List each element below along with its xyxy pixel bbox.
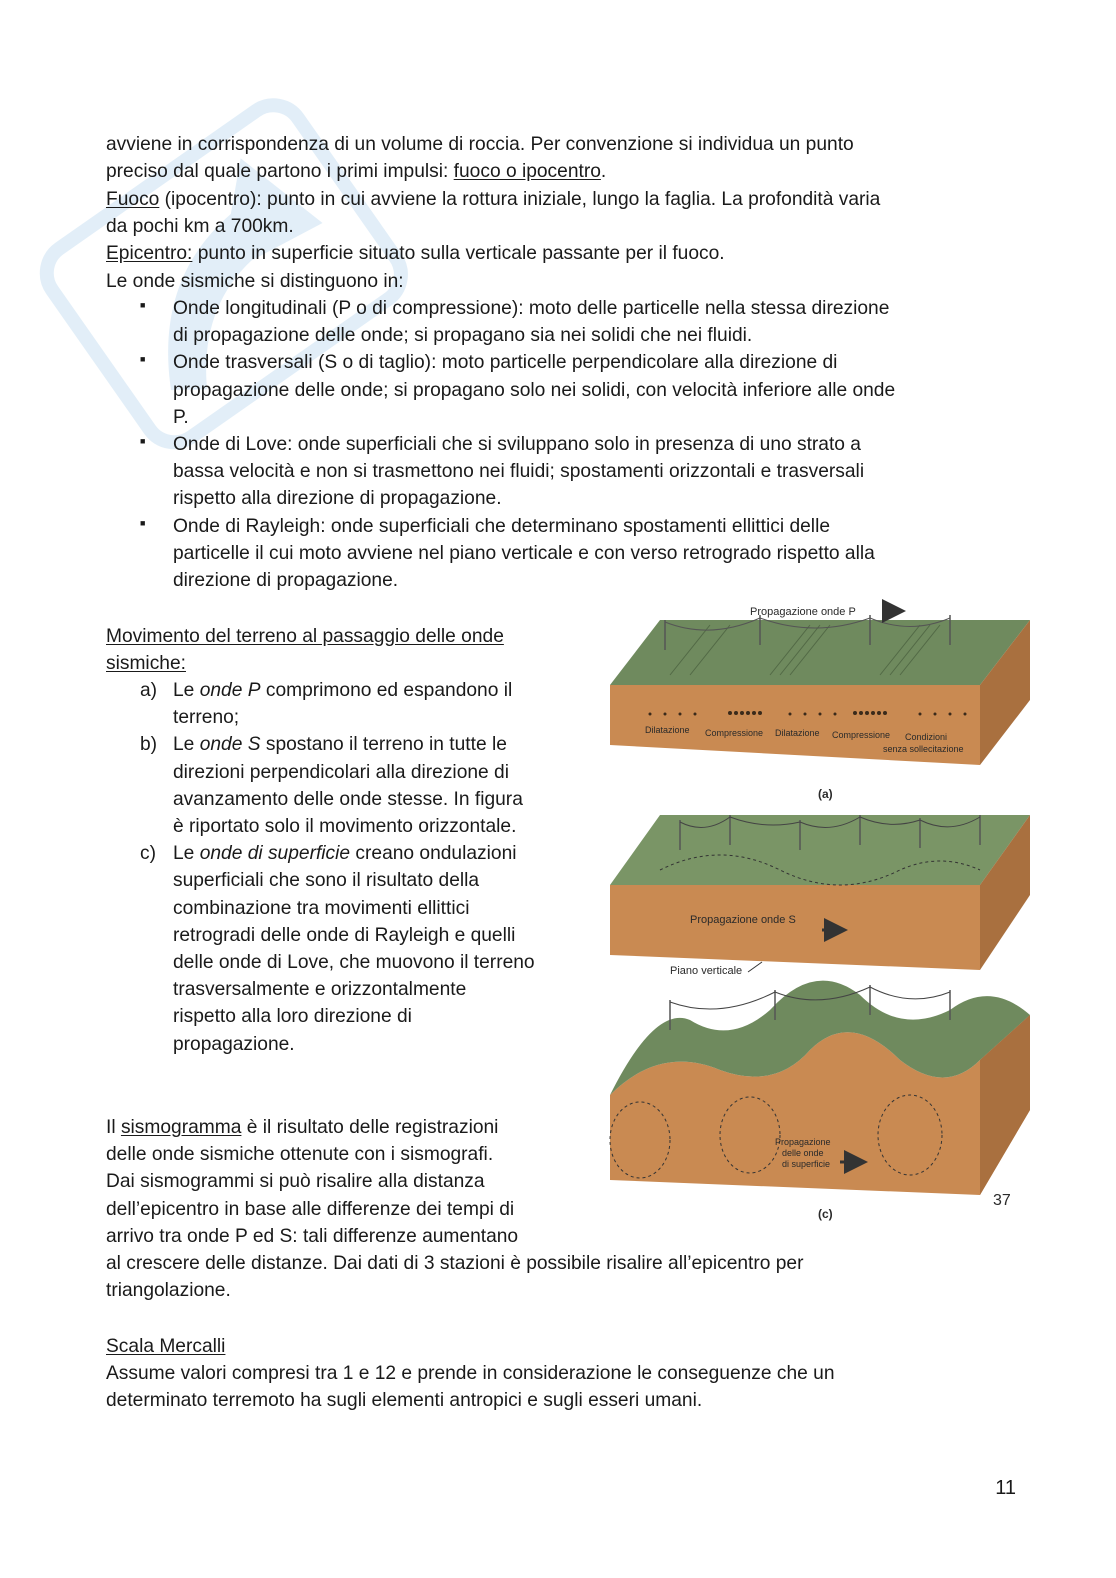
sismogramma-line-4 xyxy=(106,1196,514,1223)
wave-bullet-2-line-2: propagazione delle onde; si propagano solo nei solidi, con velocità inferiore alle onde xyxy=(173,379,896,401)
fuoco-term: Fuoco xyxy=(106,189,160,210)
movement-item-text: è riportato solo il movimento orizzontale. xyxy=(173,816,517,837)
bullet-marker: ■ xyxy=(140,436,146,446)
movement-item-text: delle onde di Love, che muovono il terreno xyxy=(173,952,535,973)
panel-c-arrow-label-2: delle onde xyxy=(782,1148,824,1158)
movement-item-text: direzioni perpendicolari alla direzione di xyxy=(173,761,509,783)
panel-c-arrow-label-1: Propagazione xyxy=(775,1137,831,1147)
movement-item-prefix: Le xyxy=(173,734,200,756)
panel-a-label-6: senza sollecitazione xyxy=(883,744,964,754)
sismogramma-prefix: Il xyxy=(106,1117,121,1138)
sismogramma-line-2 xyxy=(106,1141,493,1168)
movement-item-2-line-3 xyxy=(173,786,523,813)
movement-item-3-line-3 xyxy=(173,895,469,922)
sismogramma-text: al crescere delle distanze. Dai dati di 3 stazioni è possibile risalire all’epicentro per xyxy=(106,1253,804,1274)
sismogramma-term: sismogramma xyxy=(120,1117,242,1138)
sismogramma-text: Dai sismogrammi si può risalire alla distanza xyxy=(106,1171,485,1193)
wave-bullet-3-line-3: rispetto alla direzione di propagazione. xyxy=(173,488,502,510)
panel-c-tag: (c) xyxy=(818,1207,833,1221)
sismogramma-text: arrivo tra onde P ed S: tali differenze aumentano xyxy=(106,1225,519,1247)
mercalli-line-1: Assume valori compresi tra 1 e 12 e prende in considerazione le conseguenze che un xyxy=(106,1363,835,1384)
sismogramma-line-1 xyxy=(106,1114,498,1141)
movement-item-2-line-2 xyxy=(173,759,509,786)
fuoco-definition xyxy=(106,186,880,213)
movement-item-text: retrogradi delle onde di Rayleigh e quelli xyxy=(173,924,516,946)
panel-a-arrow-label: Propagazione onde P xyxy=(750,606,856,618)
movement-item-label: a) xyxy=(140,680,158,701)
sismogramma-text: delle onde sismiche ottenute con i sismografi. xyxy=(106,1144,494,1166)
movement-item-text: combinazione tra movimenti ellittici xyxy=(173,897,470,919)
movement-item-1-line-2 xyxy=(173,704,239,731)
epicentro-text: punto in superficie situato sulla verticale passante per il fuoco. xyxy=(192,243,725,264)
fuoco-text: (ipocentro): punto in cui avviene la rottura iniziale, lungo la faglia. La profondità varia xyxy=(159,189,881,210)
movement-item-text: rispetto alla loro direzione di xyxy=(173,1006,412,1028)
bullet-marker: ■ xyxy=(140,517,146,528)
wave-bullet-2-line-1: Onde trasversali (S o di taglio): moto particelle perpendicolare alla direzione di xyxy=(173,352,838,374)
movement-item-3-line-8 xyxy=(173,1031,295,1058)
movement-item-3-line-7 xyxy=(173,1003,412,1030)
movement-item-2-line-1 xyxy=(173,731,507,758)
sismogramma-text: dell’epicentro in base alle differenze dei tempi di xyxy=(106,1198,515,1220)
movement-item-label: c) xyxy=(140,843,156,865)
sismogramma-text: triangolazione. xyxy=(106,1280,231,1302)
panel-a-block xyxy=(610,606,1030,801)
movement-item-prefix: Le xyxy=(173,680,200,701)
movement-item-3-line-1 xyxy=(173,840,517,867)
movement-item-wave-name: onde P xyxy=(199,680,261,701)
page-number: 11 xyxy=(995,1477,1016,1499)
panel-a-label-3: Dilatazione xyxy=(775,728,820,738)
movement-item-wave-name: onde di superficie xyxy=(199,843,351,865)
sismogramma-line-7 xyxy=(106,1277,231,1304)
movement-item-text: propagazione. xyxy=(173,1033,295,1055)
sismogramma-line-6 xyxy=(106,1250,804,1277)
panel-a-label-4: Compressione xyxy=(832,730,891,740)
bullet-marker: ■ xyxy=(140,300,146,310)
sismogramma-line-5 xyxy=(106,1223,518,1250)
movement-item-text: comprimono ed espandono il xyxy=(260,680,513,701)
epicentro-term: Epicentro: xyxy=(106,243,193,264)
intro-line-2 xyxy=(106,158,606,185)
panel-c-block xyxy=(610,981,1030,1221)
wave-bullet-4-line-1: Onde di Rayleigh: onde superficiali che determinano spostamenti ellittici delle xyxy=(173,515,831,537)
movement-item-3-line-2 xyxy=(173,867,479,894)
seismic-waves-figure xyxy=(600,590,1040,1240)
waves-intro: Le onde sismiche si distinguono in: xyxy=(106,271,404,292)
intro-line-1: avviene in corrispondenza di un volume di roccia. Per convenzione si individua un punto xyxy=(106,134,854,155)
movement-item-prefix: Le xyxy=(173,843,200,865)
movement-item-2-line-4 xyxy=(173,813,516,840)
movement-item-label: b) xyxy=(140,734,158,756)
epicentro-definition xyxy=(106,240,725,267)
movement-item-1-line-1 xyxy=(173,677,512,704)
movement-item-3-line-5 xyxy=(173,949,535,976)
wave-bullet-2-line-3: P. xyxy=(173,406,189,428)
wave-bullet-4-line-3: direzione di propagazione. xyxy=(173,570,399,591)
movement-item-3-line-6 xyxy=(173,976,466,1003)
bullet-marker: ■ xyxy=(140,354,146,365)
movement-item-text: superficiali che sono il risultato della xyxy=(173,870,480,892)
movement-item-text: terreno; xyxy=(173,707,240,729)
intro-period: . xyxy=(600,161,607,182)
wave-bullet-3-line-2: bassa velocità e non si trasmettono nei fluidi; spostamenti orizzontali e trasversali xyxy=(173,461,865,483)
figure-number: 37 xyxy=(993,1192,1011,1209)
movement-item-text: trasversalmente e orizzontalmente xyxy=(173,979,467,1001)
movement-item-text: creano ondulazioni xyxy=(350,843,517,865)
panel-a-label-5: Condizioni xyxy=(905,732,948,742)
movement-item-wave-name: onde S xyxy=(199,734,261,756)
panel-a-label-2: Compressione xyxy=(705,728,764,738)
panel-c-arrow-label-3: di superficie xyxy=(782,1159,831,1169)
movement-item-text: spostano il terreno in tutte le xyxy=(260,734,507,756)
mercalli-line-2: determinato terremoto ha sugli elementi antropici e sugli esseri umani. xyxy=(106,1390,703,1411)
wave-bullet-1-line-1: Onde longitudinali (P o di compressione): moto delle particelle nella stessa direzione xyxy=(173,298,890,319)
wave-bullet-1-line-2: di propagazione delle onde; si propagano sia nei solidi che nei fluidi. xyxy=(173,325,753,347)
panel-a-tag: (a) xyxy=(818,787,833,801)
wave-bullet-4-line-2: particelle il cui moto avviene nel piano verticale e con verso retrogrado rispetto alla xyxy=(173,542,875,564)
sismogramma-text: è il risultato delle registrazioni xyxy=(241,1117,499,1138)
movement-item-3-line-4 xyxy=(173,922,515,949)
fuoco-ipocentro-link: fuoco o ipocentro xyxy=(453,161,601,182)
panel-b-plane-pointer xyxy=(748,962,762,972)
movement-heading-line-2: sismiche: xyxy=(106,653,186,674)
sismogramma-line-3 xyxy=(106,1168,485,1195)
movement-item-text: avanzamento delle onde stesse. In figura xyxy=(173,788,523,810)
panel-b-plane-label: Piano verticale xyxy=(670,965,743,977)
movement-heading-line-1: Movimento del terreno al passaggio delle onde xyxy=(106,626,504,647)
fuoco-line-2: da pochi km a 700km. xyxy=(106,216,294,237)
intro-text: preciso dal quale partono i primi impulsi: xyxy=(106,161,454,182)
panel-a-label-1: Dilatazione xyxy=(645,725,690,735)
mercalli-heading: Scala Mercalli xyxy=(106,1336,226,1357)
panel-b-arrow-label: Propagazione onde S xyxy=(690,914,796,926)
wave-bullet-3-line-1: Onde di Love: onde superficiali che si sviluppano solo in presenza di uno strato a xyxy=(173,434,861,455)
